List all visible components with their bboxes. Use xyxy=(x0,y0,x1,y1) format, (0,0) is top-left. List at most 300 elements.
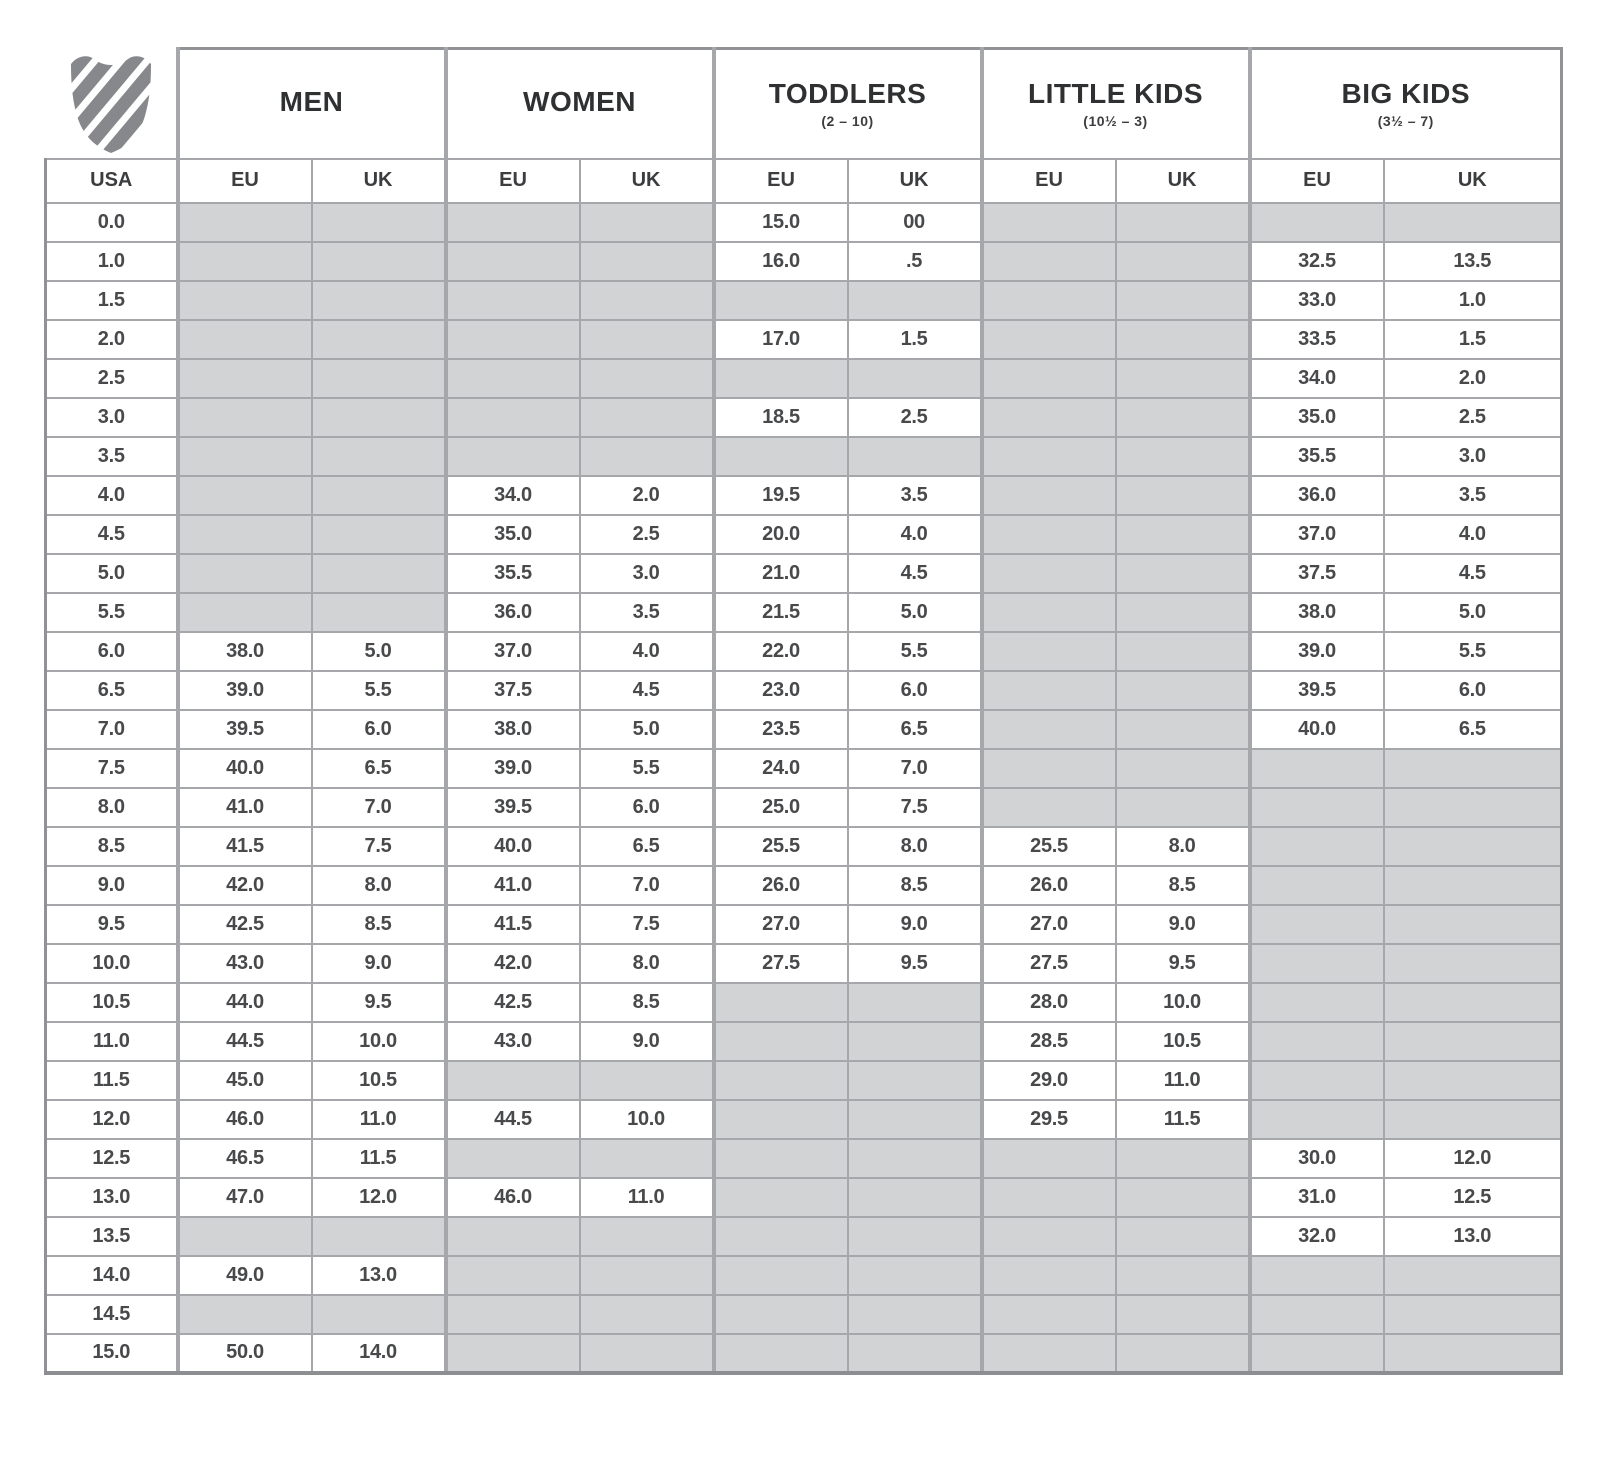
size-cell: 7.0 xyxy=(580,866,714,905)
size-cell xyxy=(446,1334,580,1373)
size-cell xyxy=(1116,749,1250,788)
size-cell xyxy=(178,242,312,281)
size-cell xyxy=(1116,437,1250,476)
size-cell: 45.0 xyxy=(178,1061,312,1100)
group-header-little-kids xyxy=(982,49,1250,159)
size-cell xyxy=(178,281,312,320)
column-header-row xyxy=(46,159,1562,203)
size-cell xyxy=(1116,515,1250,554)
size-cell: 9.0 xyxy=(848,905,982,944)
group-subtitle: (3½ – 7) xyxy=(1377,112,1434,129)
size-cell: 6.0 xyxy=(312,710,446,749)
size-cell xyxy=(714,437,848,476)
size-cell xyxy=(1250,1061,1384,1100)
size-cell xyxy=(446,1295,580,1334)
size-cell: 43.0 xyxy=(446,1022,580,1061)
size-cell xyxy=(1250,1334,1384,1373)
size-cell xyxy=(714,359,848,398)
usa-size-cell: 6.5 xyxy=(46,671,178,710)
table-row xyxy=(46,1295,1562,1334)
size-cell xyxy=(580,1334,714,1373)
size-cell xyxy=(580,1256,714,1295)
size-cell xyxy=(982,1256,1116,1295)
size-cell: 22.0 xyxy=(714,632,848,671)
table-row xyxy=(46,476,1562,515)
column-header-uk: UK xyxy=(1384,159,1562,203)
size-cell: 7.5 xyxy=(848,788,982,827)
size-cell xyxy=(714,1061,848,1100)
size-cell xyxy=(848,359,982,398)
size-cell xyxy=(178,359,312,398)
usa-size-cell: 3.5 xyxy=(46,437,178,476)
size-cell: 11.5 xyxy=(1116,1100,1250,1139)
size-cell: 8.5 xyxy=(580,983,714,1022)
size-cell: 44.0 xyxy=(178,983,312,1022)
size-cell: 5.0 xyxy=(580,710,714,749)
size-cell xyxy=(1250,866,1384,905)
size-cell xyxy=(1384,1100,1562,1139)
size-cell xyxy=(1384,1061,1562,1100)
usa-size-cell: 8.0 xyxy=(46,788,178,827)
size-cell xyxy=(1116,671,1250,710)
size-cell xyxy=(1116,1178,1250,1217)
size-cell: 23.0 xyxy=(714,671,848,710)
size-cell: 11.5 xyxy=(312,1139,446,1178)
column-header-eu: EU xyxy=(982,159,1116,203)
size-cell: 44.5 xyxy=(446,1100,580,1139)
size-cell xyxy=(982,749,1116,788)
size-cell: 5.5 xyxy=(1384,632,1562,671)
size-cell xyxy=(848,1256,982,1295)
size-cell: 8.0 xyxy=(580,944,714,983)
size-cell xyxy=(1250,944,1384,983)
table-row xyxy=(46,242,1562,281)
size-cell: 39.0 xyxy=(446,749,580,788)
size-cell: 20.0 xyxy=(714,515,848,554)
table-row xyxy=(46,281,1562,320)
size-cell xyxy=(580,320,714,359)
size-cell: 3.0 xyxy=(580,554,714,593)
table-row xyxy=(46,1061,1562,1100)
table-row xyxy=(46,944,1562,983)
size-cell: 40.0 xyxy=(446,827,580,866)
size-cell xyxy=(714,1256,848,1295)
size-cell: 3.0 xyxy=(1384,437,1562,476)
size-cell xyxy=(1116,1256,1250,1295)
column-header-eu: EU xyxy=(446,159,580,203)
size-cell: 9.0 xyxy=(312,944,446,983)
size-cell: 16.0 xyxy=(714,242,848,281)
size-cell xyxy=(1116,593,1250,632)
size-cell xyxy=(1384,1256,1562,1295)
size-cell xyxy=(178,1217,312,1256)
size-cell xyxy=(1250,749,1384,788)
size-cell: 11.0 xyxy=(312,1100,446,1139)
usa-size-cell: 0.0 xyxy=(46,203,178,242)
usa-size-cell: 1.5 xyxy=(46,281,178,320)
size-cell: 34.0 xyxy=(446,476,580,515)
size-cell xyxy=(714,1295,848,1334)
size-cell: 27.0 xyxy=(982,905,1116,944)
size-cell: 11.0 xyxy=(580,1178,714,1217)
size-cell xyxy=(848,1178,982,1217)
size-cell: 35.0 xyxy=(446,515,580,554)
size-cell: 4.0 xyxy=(848,515,982,554)
size-cell xyxy=(580,1217,714,1256)
column-header-eu: EU xyxy=(178,159,312,203)
size-cell: 3.5 xyxy=(848,476,982,515)
column-header-uk: UK xyxy=(1116,159,1250,203)
size-cell: 15.0 xyxy=(714,203,848,242)
size-cell xyxy=(1384,944,1562,983)
size-cell: 9.5 xyxy=(1116,944,1250,983)
size-cell: 19.5 xyxy=(714,476,848,515)
column-header-uk: UK xyxy=(312,159,446,203)
size-cell: 3.5 xyxy=(580,593,714,632)
table-row xyxy=(46,359,1562,398)
size-cell: 9.5 xyxy=(848,944,982,983)
size-cell: 17.0 xyxy=(714,320,848,359)
size-cell: 46.0 xyxy=(446,1178,580,1217)
group-label: TODDLERS xyxy=(768,77,927,109)
size-cell xyxy=(312,359,446,398)
size-cell: 9.0 xyxy=(580,1022,714,1061)
size-cell xyxy=(312,281,446,320)
size-cell xyxy=(178,203,312,242)
size-cell xyxy=(1250,983,1384,1022)
size-cell xyxy=(446,359,580,398)
table-row xyxy=(46,398,1562,437)
size-cell: 8.0 xyxy=(312,866,446,905)
column-header-usa: USA xyxy=(46,159,178,203)
table-row xyxy=(46,866,1562,905)
size-cell xyxy=(1384,203,1562,242)
size-cell xyxy=(580,1295,714,1334)
usa-size-cell: 11.5 xyxy=(46,1061,178,1100)
size-cell: 37.5 xyxy=(1250,554,1384,593)
usa-size-cell: 10.5 xyxy=(46,983,178,1022)
size-cell: 5.0 xyxy=(1384,593,1562,632)
size-cell xyxy=(982,281,1116,320)
size-cell: 44.5 xyxy=(178,1022,312,1061)
size-cell: 14.0 xyxy=(312,1334,446,1373)
size-cell xyxy=(982,1139,1116,1178)
size-cell xyxy=(982,320,1116,359)
size-cell xyxy=(1116,359,1250,398)
size-cell: 39.5 xyxy=(178,710,312,749)
table-row xyxy=(46,1100,1562,1139)
size-cell xyxy=(982,632,1116,671)
size-cell: 7.0 xyxy=(312,788,446,827)
size-cell xyxy=(1116,320,1250,359)
table-row xyxy=(46,983,1562,1022)
size-cell xyxy=(580,242,714,281)
size-cell: 41.5 xyxy=(178,827,312,866)
usa-size-cell: 5.0 xyxy=(46,554,178,593)
size-cell xyxy=(178,320,312,359)
size-cell xyxy=(312,1295,446,1334)
size-cell xyxy=(446,281,580,320)
size-cell: 46.0 xyxy=(178,1100,312,1139)
size-cell: 38.0 xyxy=(446,710,580,749)
size-cell xyxy=(580,1139,714,1178)
size-cell xyxy=(1384,788,1562,827)
size-cell xyxy=(1384,1334,1562,1373)
size-cell xyxy=(1116,1295,1250,1334)
size-cell xyxy=(446,1217,580,1256)
size-cell xyxy=(1384,1295,1562,1334)
size-cell: 39.5 xyxy=(446,788,580,827)
size-cell xyxy=(1116,398,1250,437)
usa-size-cell: 4.5 xyxy=(46,515,178,554)
size-cell xyxy=(714,1217,848,1256)
size-cell: 29.5 xyxy=(982,1100,1116,1139)
size-cell xyxy=(1116,1139,1250,1178)
size-cell: 27.5 xyxy=(982,944,1116,983)
brand-logo-cell xyxy=(46,49,178,159)
size-cell: 24.0 xyxy=(714,749,848,788)
size-cell xyxy=(848,1334,982,1373)
size-cell: 13.0 xyxy=(1384,1217,1562,1256)
size-cell: 5.5 xyxy=(580,749,714,788)
size-cell xyxy=(982,710,1116,749)
size-cell: 49.0 xyxy=(178,1256,312,1295)
size-cell: 43.0 xyxy=(178,944,312,983)
table-row xyxy=(46,710,1562,749)
size-cell: 6.0 xyxy=(1384,671,1562,710)
usa-size-cell: 13.5 xyxy=(46,1217,178,1256)
size-cell: 25.5 xyxy=(982,827,1116,866)
size-cell: 9.0 xyxy=(1116,905,1250,944)
size-cell: 5.0 xyxy=(312,632,446,671)
size-cell: 11.0 xyxy=(1116,1061,1250,1100)
size-cell xyxy=(848,1061,982,1100)
usa-size-cell: 10.0 xyxy=(46,944,178,983)
size-cell xyxy=(982,515,1116,554)
group-label: MEN xyxy=(279,85,344,117)
size-cell xyxy=(1116,1217,1250,1256)
size-cell xyxy=(848,1295,982,1334)
size-cell: 7.5 xyxy=(580,905,714,944)
usa-size-cell: 15.0 xyxy=(46,1334,178,1373)
size-cell xyxy=(1250,203,1384,242)
size-cell xyxy=(580,1061,714,1100)
size-cell xyxy=(312,398,446,437)
size-cell: 6.5 xyxy=(580,827,714,866)
size-cell: 13.5 xyxy=(1384,242,1562,281)
size-cell xyxy=(178,476,312,515)
usa-size-cell: 8.5 xyxy=(46,827,178,866)
size-cell xyxy=(580,203,714,242)
size-cell: 5.0 xyxy=(848,593,982,632)
group-header-women xyxy=(446,49,714,159)
size-cell: 2.0 xyxy=(580,476,714,515)
table-row xyxy=(46,1139,1562,1178)
size-cell xyxy=(1250,1100,1384,1139)
size-cell xyxy=(1116,476,1250,515)
size-cell xyxy=(714,983,848,1022)
size-cell xyxy=(848,281,982,320)
size-cell xyxy=(1116,788,1250,827)
size-cell: 18.5 xyxy=(714,398,848,437)
size-cell xyxy=(580,437,714,476)
size-cell: 25.0 xyxy=(714,788,848,827)
size-cell: 8.0 xyxy=(1116,827,1250,866)
size-cell: 28.5 xyxy=(982,1022,1116,1061)
size-cell xyxy=(1116,281,1250,320)
size-cell: 21.0 xyxy=(714,554,848,593)
table-row xyxy=(46,1022,1562,1061)
usa-size-cell: 4.0 xyxy=(46,476,178,515)
table-row xyxy=(46,437,1562,476)
usa-size-cell: 12.5 xyxy=(46,1139,178,1178)
size-cell xyxy=(178,1295,312,1334)
size-cell: 9.5 xyxy=(312,983,446,1022)
group-subtitle: (10½ – 3) xyxy=(1083,112,1148,129)
size-cell xyxy=(848,437,982,476)
size-cell: 2.5 xyxy=(848,398,982,437)
table-row xyxy=(46,827,1562,866)
size-cell xyxy=(848,1139,982,1178)
size-cell: 37.0 xyxy=(446,632,580,671)
size-cell xyxy=(1384,905,1562,944)
size-cell xyxy=(714,1178,848,1217)
size-cell: 46.5 xyxy=(178,1139,312,1178)
size-cell: 27.5 xyxy=(714,944,848,983)
size-cell xyxy=(1250,1022,1384,1061)
size-cell xyxy=(178,593,312,632)
size-cell: 1.5 xyxy=(848,320,982,359)
size-cell xyxy=(982,242,1116,281)
size-cell: 2.5 xyxy=(580,515,714,554)
size-cell: 8.5 xyxy=(848,866,982,905)
size-cell: 5.5 xyxy=(848,632,982,671)
size-cell xyxy=(1116,632,1250,671)
usa-size-cell: 6.0 xyxy=(46,632,178,671)
size-cell xyxy=(312,554,446,593)
size-cell xyxy=(982,593,1116,632)
size-cell xyxy=(1384,1022,1562,1061)
size-cell xyxy=(580,281,714,320)
size-cell: 41.5 xyxy=(446,905,580,944)
size-cell xyxy=(1116,203,1250,242)
size-cell: 4.0 xyxy=(580,632,714,671)
size-cell xyxy=(1384,827,1562,866)
size-cell: 3.5 xyxy=(1384,476,1562,515)
usa-size-cell: 3.0 xyxy=(46,398,178,437)
usa-size-cell: 12.0 xyxy=(46,1100,178,1139)
usa-size-cell: 2.5 xyxy=(46,359,178,398)
table-row xyxy=(46,905,1562,944)
size-cell: 10.5 xyxy=(1116,1022,1250,1061)
table-row xyxy=(46,1178,1562,1217)
size-cell xyxy=(982,1178,1116,1217)
group-header-toddlers xyxy=(714,49,982,159)
group-header-big-kids xyxy=(1250,49,1562,159)
table-row xyxy=(46,320,1562,359)
size-cell: 42.0 xyxy=(178,866,312,905)
group-header-row xyxy=(46,49,1562,159)
size-cell xyxy=(312,203,446,242)
group-label: WOMEN xyxy=(523,85,636,117)
table-row xyxy=(46,671,1562,710)
size-cell: 2.5 xyxy=(1384,398,1562,437)
size-cell: 12.0 xyxy=(312,1178,446,1217)
size-cell: 29.0 xyxy=(982,1061,1116,1100)
size-cell: 35.0 xyxy=(1250,398,1384,437)
size-cell: 39.0 xyxy=(178,671,312,710)
table-row xyxy=(46,1217,1562,1256)
size-cell xyxy=(982,359,1116,398)
size-cell xyxy=(848,1100,982,1139)
size-cell xyxy=(1384,983,1562,1022)
size-cell xyxy=(178,398,312,437)
table-row xyxy=(46,1256,1562,1295)
size-cell: 23.5 xyxy=(714,710,848,749)
usa-size-cell: 11.0 xyxy=(46,1022,178,1061)
size-cell: 10.0 xyxy=(1116,983,1250,1022)
group-label: LITTLE KIDS xyxy=(1028,77,1204,109)
column-header-eu: EU xyxy=(714,159,848,203)
table-row xyxy=(46,203,1562,242)
size-cell xyxy=(312,515,446,554)
size-cell: 5.5 xyxy=(312,671,446,710)
size-cell xyxy=(982,1217,1116,1256)
table-row xyxy=(46,593,1562,632)
size-cell xyxy=(714,281,848,320)
size-cell: 41.0 xyxy=(446,866,580,905)
size-cell: 6.0 xyxy=(848,671,982,710)
size-cell xyxy=(848,983,982,1022)
size-cell xyxy=(446,320,580,359)
size-cell: 4.0 xyxy=(1384,515,1562,554)
group-header-men xyxy=(178,49,446,159)
usa-size-cell: 1.0 xyxy=(46,242,178,281)
usa-size-cell: 14.5 xyxy=(46,1295,178,1334)
size-cell: 30.0 xyxy=(1250,1139,1384,1178)
size-cell: 36.0 xyxy=(446,593,580,632)
size-cell: 35.5 xyxy=(1250,437,1384,476)
size-cell xyxy=(1116,554,1250,593)
size-cell: 7.0 xyxy=(848,749,982,788)
size-cell xyxy=(982,203,1116,242)
size-cell xyxy=(178,437,312,476)
size-cell: 42.5 xyxy=(178,905,312,944)
size-cell xyxy=(848,1022,982,1061)
size-cell: 25.5 xyxy=(714,827,848,866)
size-cell xyxy=(178,554,312,593)
size-cell: 6.5 xyxy=(312,749,446,788)
size-cell xyxy=(1116,242,1250,281)
size-cell: 47.0 xyxy=(178,1178,312,1217)
size-cell xyxy=(446,437,580,476)
size-cell xyxy=(178,515,312,554)
size-cell: 33.0 xyxy=(1250,281,1384,320)
usa-size-cell: 14.0 xyxy=(46,1256,178,1295)
size-cell: 32.5 xyxy=(1250,242,1384,281)
size-cell xyxy=(982,1295,1116,1334)
size-cell: 42.5 xyxy=(446,983,580,1022)
size-cell xyxy=(1250,905,1384,944)
size-cell xyxy=(446,1139,580,1178)
usa-size-cell: 9.0 xyxy=(46,866,178,905)
size-cell: .5 xyxy=(848,242,982,281)
size-cell: 10.0 xyxy=(580,1100,714,1139)
group-label: BIG KIDS xyxy=(1341,77,1471,109)
size-cell: 13.0 xyxy=(312,1256,446,1295)
size-cell xyxy=(580,398,714,437)
size-cell: 28.0 xyxy=(982,983,1116,1022)
